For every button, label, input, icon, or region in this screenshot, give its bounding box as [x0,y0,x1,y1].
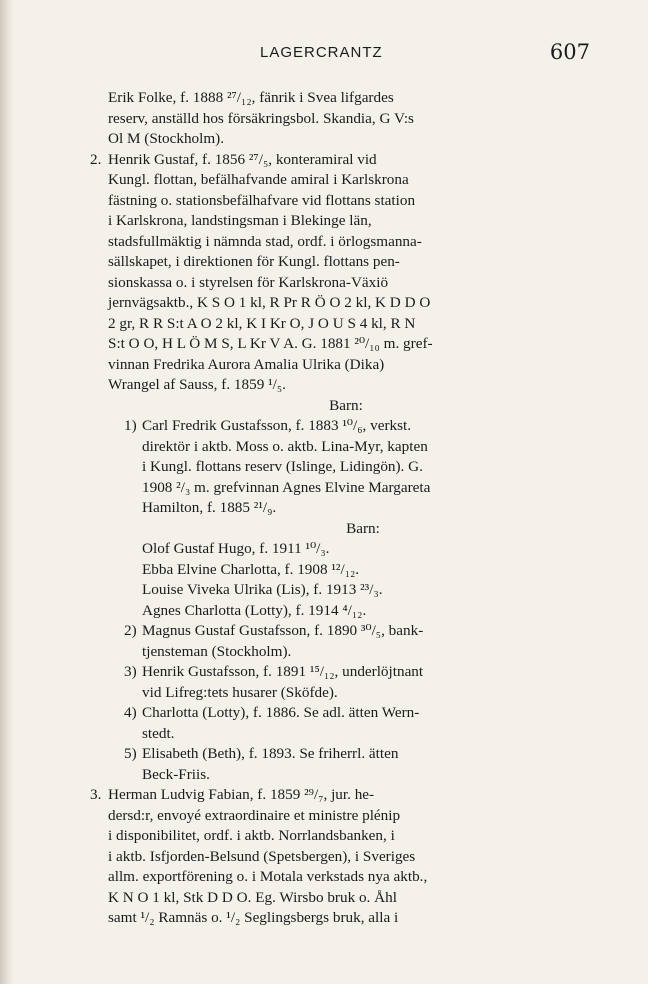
line-text: jernvägsaktb., K S O 1 kl, R Pr R Ö O 2 kl, K D D O [108,294,431,311]
text-line [108,252,584,273]
text-line [108,437,584,458]
line-text: Hamilton, f. 1885 ²¹/₉. [142,499,277,516]
text-line [108,601,584,622]
section-label [108,396,584,417]
line-text: S:t O O, H L Ö M S, L Kr V A. G. 1881 ²⁰/₁₀ m. gref- [108,335,433,352]
text-line [108,908,584,929]
text-line [108,683,584,704]
line-text: Barn: [329,396,363,414]
line-text: Barn: [346,519,380,537]
text-line [108,826,584,847]
text-line [108,867,584,888]
line-text: direktör i aktb. Moss o. aktb. Lina-Myr, kapten [142,437,428,455]
text-line [108,539,584,560]
page-header [108,40,590,70]
line-text: tjensteman (Stockholm). [142,642,292,660]
line-text: sionskassa o. i styrelsen för Karlskrona-Växiö [108,273,389,291]
line-text: i disponibilitet, ordf. i aktb. Norrlandsbanken, i [108,827,395,844]
line-text: 2 gr, R R S:t A O 2 kl, K I Kr O, J O U S 4 kl, R N [108,314,416,332]
line-text: Erik Folke, f. 1888 ²⁷/₁₂, fänrik i Svea lifgardes [108,89,394,106]
text-line [108,847,584,868]
text-line [108,88,584,109]
text-line [108,273,584,294]
text-line [108,109,584,130]
line-text: 1908 ²/₃ m. grefvinnan Agnes Elvine Margareta [142,478,431,496]
line-text: Wrangel af Sauss, f. 1859 ¹/₅. [108,376,286,393]
entry-number: 3) [124,663,137,680]
line-text: stedt. [142,724,175,742]
text-line [108,355,584,376]
line-text: Charlotta (Lotty), f. 1886. Se adl. ätten Wern- [142,704,420,721]
text-line [108,724,584,745]
line-text: Louise Viveka Ulrika (Lis), f. 1913 ²³/₃. [142,581,383,598]
text-line [108,211,584,232]
text-line [108,129,584,150]
text-line [108,621,584,642]
entry-number: 2. [90,150,102,168]
text-line [108,498,584,519]
page-edge [0,0,14,984]
line-text: Ol M (Stockholm). [108,130,225,147]
text-line [108,703,584,724]
line-text: Herman Ludvig Fabian, f. 1859 ²⁹/₇, jur. he- [108,786,375,803]
text-line [108,457,584,478]
line-text: Elisabeth (Beth), f. 1893. Se friherrl. ätten [142,745,399,762]
line-text: fästning o. stationsbefälhafvare vid flottans station [108,191,416,209]
line-text: K N O 1 kl, Stk D D O. Eg. Wirsbo bruk o. Åhl [108,888,397,906]
line-text: allm. exportförening o. i Motala verkstads nya aktb., [108,868,428,885]
text-line [108,293,584,314]
line-text: Olof Gustaf Hugo, f. 1911 ¹⁰/₃. [142,540,330,557]
text-line [108,334,584,355]
text-line [108,888,584,909]
line-text: i Kungl. flottans reserv (Islinge, Lidingön). G. [142,458,423,475]
line-text: Agnes Charlotta (Lotty), f. 1914 ⁴/₁₂. [142,601,367,619]
text-line [108,314,584,335]
entry-number: 3. [90,786,102,803]
line-text: Kungl. flottan, befälhafvande amiral i Karlskrona [108,171,409,188]
entry-number: 4) [124,704,137,721]
line-text: Henrik Gustaf, f. 1856 ²⁷/₅, konteramiral vid [108,150,377,168]
line-text: Carl Fredrik Gustafsson, f. 1883 ¹⁰/₆, verkst. [142,417,412,434]
text-line [108,806,584,827]
text-line [108,232,584,253]
line-text: i Karlskrona, landstingsman i Blekinge län, [108,212,372,229]
text-line [108,580,584,601]
text-line [108,191,584,212]
genealogy-text [90,88,584,929]
line-text: vinnan Fredrika Aurora Amalia Ulrika (Dika) [108,355,385,373]
line-text: Beck-Friis. [142,765,210,783]
line-text: Henrik Gustafsson, f. 1891 ¹⁵/₁₂, underlöjtnant [142,663,424,680]
text-line [108,560,584,581]
page-number: 607 [549,40,590,64]
text-line [90,150,584,171]
text-line [108,416,584,437]
text-line [108,765,584,786]
line-text: samt ¹/₂ Ramnäs o. ¹/₂ Seglingsbergs bruk, alla i [108,909,399,926]
entry-number: 5) [124,745,137,762]
line-text: dersd:r, envoyé extraordinaire et ministre plénip [108,806,401,824]
line-text: Magnus Gustaf Gustafsson, f. 1890 ³⁰/₅, bank- [142,622,424,639]
line-text: Ebba Elvine Charlotta, f. 1908 ¹²/₁₂. [142,560,360,578]
line-text: vid Lifreg:tets husarer (Sköfde). [142,683,338,701]
text-line [90,785,584,806]
entry-number: 1) [124,417,137,434]
text-line [108,375,584,396]
entry-number: 2) [124,622,137,639]
line-text: i aktb. Isfjorden-Belsund (Spetsbergen), i Sveriges [108,847,416,865]
text-line [108,642,584,663]
text-line [108,662,584,683]
line-text: sällskapet, i direktionen för Kungl. flottans pen- [108,253,400,270]
section-label [108,519,584,540]
text-line [108,478,584,499]
line-text: stadsfullmäktig i nämnda stad, ordf. i örlogsmanna- [108,232,422,250]
text-line [108,170,584,191]
running-title: LAGERCRANTZ [260,44,383,61]
text-line [108,744,584,765]
line-text: reserv, anställd hos försäkringsbol. Skandia, G V:s [108,109,414,127]
